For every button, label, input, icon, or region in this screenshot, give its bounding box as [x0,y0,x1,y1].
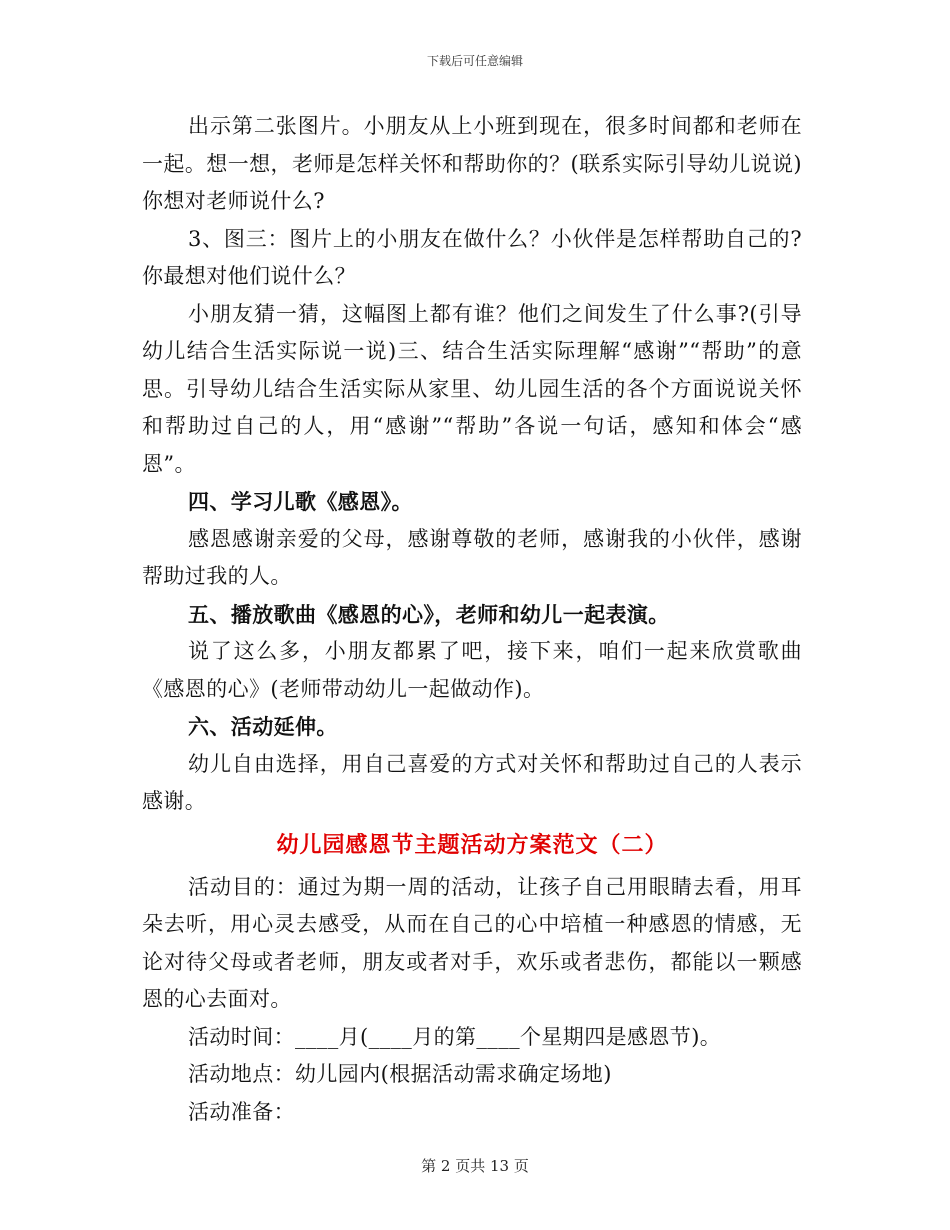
paragraph-8: 活动时间：____月(____月的第____个星期四是感恩节)。 [188,1024,722,1049]
paragraph-3: 小朋友猜一猜，这幅图上都有谁？他们之间发生了什么事?(引导幼儿结合生活实际说一说)三、结合生活实际理解“感谢”“帮助”的意思。引导幼儿结合生活实际从家里、幼儿园生活的各个方面说说关怀和帮助过自己的人，用“感谢”“帮助”各说一句话，感知和体会“感恩”。 [142,301,802,476]
section-heading-5: 五、播放歌曲《感恩的心》，老师和幼儿一起表演。 [188,601,670,627]
paragraph-9: 活动地点：幼儿园内(根据活动需求确定场地) [188,1062,612,1086]
section-heading-4: 四、学习儿歌《感恩》。 [188,489,413,514]
page-footer: 第 2 页共 13 页 [421,1157,529,1175]
section-heading-6: 六、活动延伸。 [188,714,338,739]
paragraph-4: 感恩感谢亲爱的父母，感谢尊敬的老师，感谢我的小伙伴，感谢帮助过我的人。 [142,526,802,588]
paragraph-6: 幼儿自由选择，用自己喜爱的方式对关怀和帮助过自己的人表示感谢。 [142,751,802,813]
paragraph-7: 活动目的：通过为期一周的活动，让孩子自己用眼睛去看，用耳朵去听，用心灵去感受，从而在自己的心中培植一种感恩的情感，无论对待父母或者老师，朋友或者对手，欢乐或者悲伤，都能以一颗感恩的心去面对。 [142,874,802,1011]
paragraph-10: 活动准备： [188,1099,295,1124]
page-header: 下载后可任意编辑 [426,54,523,68]
document-body [142,108,802,1131]
paragraph-5: 说了这么多，小朋友都累了吧，接下来，咱们一起来欣赏歌曲《感恩的心》(老师带动幼儿一起做动作)。 [142,639,802,701]
paragraph-1: 出示第二张图片。小朋友从上小班到现在，很多时间都和老师在一起。想一想，老师是怎样关怀和帮助你的？(联系实际引导幼儿说说)你想对老师说什么? [142,114,802,213]
paragraph-2: 3、图三：图片上的小朋友在做什么？小伙伴是怎样帮助自己的?你最想对他们说什么？ [142,226,802,288]
section-title: 幼儿园感恩节主题活动方案范文（二） [276,831,668,858]
